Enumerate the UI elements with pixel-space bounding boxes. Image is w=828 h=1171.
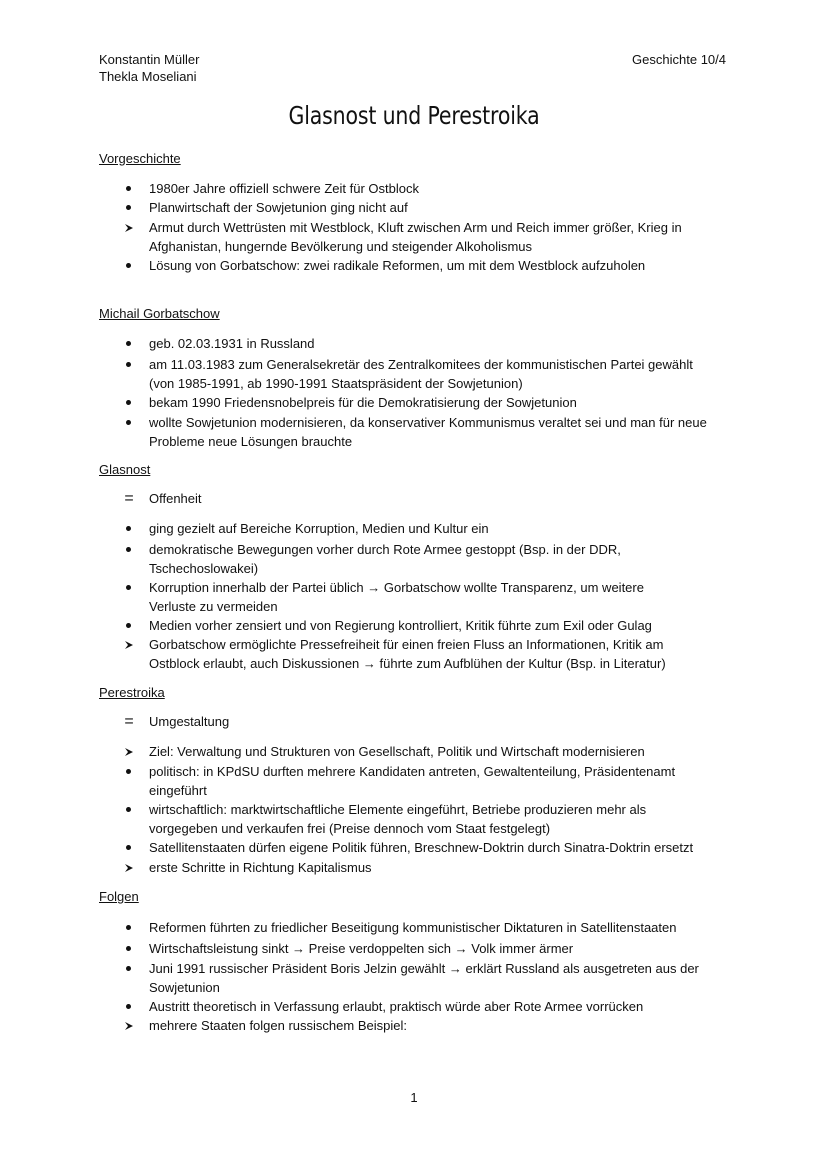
list-item: Armut durch Wettrüsten mit Westblock, Kluft zwischen Arm und Reich immer größer, Krieg in Afghanistan, hungernde Bevölkerung und steigender Alkoholismus [149, 220, 682, 254]
definition: Offenheit [149, 491, 202, 506]
section-heading-vorgeschichte: Vorgeschichte [99, 151, 181, 166]
list-item: Reformen führten zu friedlicher Beseitigung kommunistischer Diktaturen in Satellitenstaaten [149, 920, 677, 935]
list-item: ging gezielt auf Bereiche Korruption, Medien und Kultur ein [149, 521, 489, 536]
course-label: Geschichte 10/4 [632, 52, 726, 67]
list-item: Wirtschaftsleistung sinkt → Preise verdoppelten sich → Volk immer ärmer [149, 941, 574, 956]
page-title: Glasnost und Perestroika [288, 101, 540, 130]
equals-sign: = [124, 713, 134, 730]
list-item: Planwirtschaft der Sowjetunion ging nicht auf [149, 200, 408, 215]
list-item: Austritt theoretisch in Verfassung erlaubt, praktisch würde aber Rote Armee vorrücken [149, 999, 644, 1014]
author-2: Thekla Moseliani [99, 69, 197, 84]
list-item: wirtschaftlich: marktwirtschaftliche Elemente eingeführt, Betriebe produzieren mehr als vorgegeben und verkaufen frei (Preise dennoch vom Staat festgelegt) [149, 802, 647, 836]
equals-sign: = [124, 490, 134, 507]
section-heading-folgen: Folgen [99, 889, 139, 904]
list-item: erste Schritte in Richtung Kapitalismus [149, 860, 372, 875]
list-item: Lösung von Gorbatschow: zwei radikale Reformen, um mit dem Westblock aufzuholen [149, 258, 646, 273]
list-item: bekam 1990 Friedensnobelpreis für die Demokratisierung der Sowjetunion [149, 395, 577, 410]
author-1: Konstantin Müller [99, 52, 200, 67]
section-heading-perestroika: Perestroika [99, 685, 165, 700]
list-item: Medien vorher zensiert und von Regierung kontrolliert, Kritik führte zum Exil oder Gulag [149, 618, 652, 633]
list-item: 1980er Jahre offiziell schwere Zeit für Ostblock [149, 181, 419, 196]
section-heading-gorbatschow: Michail Gorbatschow [99, 306, 220, 321]
author-names [99, 51, 199, 85]
section-heading-glasnost: Glasnost [99, 462, 151, 477]
list-item: am 11.03.1983 zum Generalsekretär des Zentralkomitees der kommunistischen Partei gewählt (von 1985-1991, ab 1990-1991 Staatspräsident der Sowjetunion) [149, 357, 693, 391]
list-item: Juni 1991 russischer Präsident Boris Jelzin gewählt → erklärt Russland als ausgetreten aus der Sowjetunion [149, 961, 699, 995]
list-item: Gorbatschow ermöglichte Pressefreiheit für einen freien Fluss an Informationen, Kritik am Ostblock erlaubt, auch Diskussionen → führte zum Aufblühen der Kultur (Bsp. in Literatur) [149, 637, 666, 671]
list-item: Korruption innerhalb der Partei üblich → Gorbatschow wollte Transparenz, um weitere Verluste zu vermeiden [149, 580, 644, 614]
list-item: geb. 02.03.1931 in Russland [149, 336, 315, 351]
list-item: Satellitenstaaten dürfen eigene Politik führen, Breschnew-Doktrin durch Sinatra-Doktrin ersetzt [149, 840, 694, 855]
list-item: demokratische Bewegungen vorher durch Rote Armee gestoppt (Bsp. in der DDR, Tschechoslowakei) [149, 542, 621, 576]
list-item: wollte Sowjetunion modernisieren, da konservativer Kommunismus veraltet sei und man für neue Probleme neue Lösungen brauchte [149, 415, 707, 449]
list-item: politisch: in KPdSU durften mehrere Kandidaten antreten, Gewaltenteilung, Präsidentenamt eingeführt [149, 764, 676, 798]
list-item: Ziel: Verwaltung und Strukturen von Gesellschaft, Politik und Wirtschaft modernisieren [149, 744, 645, 759]
definition: Umgestaltung [149, 714, 230, 729]
list-item: mehrere Staaten folgen russischem Beispiel: [149, 1018, 407, 1033]
page-number: 1 [410, 1090, 418, 1105]
